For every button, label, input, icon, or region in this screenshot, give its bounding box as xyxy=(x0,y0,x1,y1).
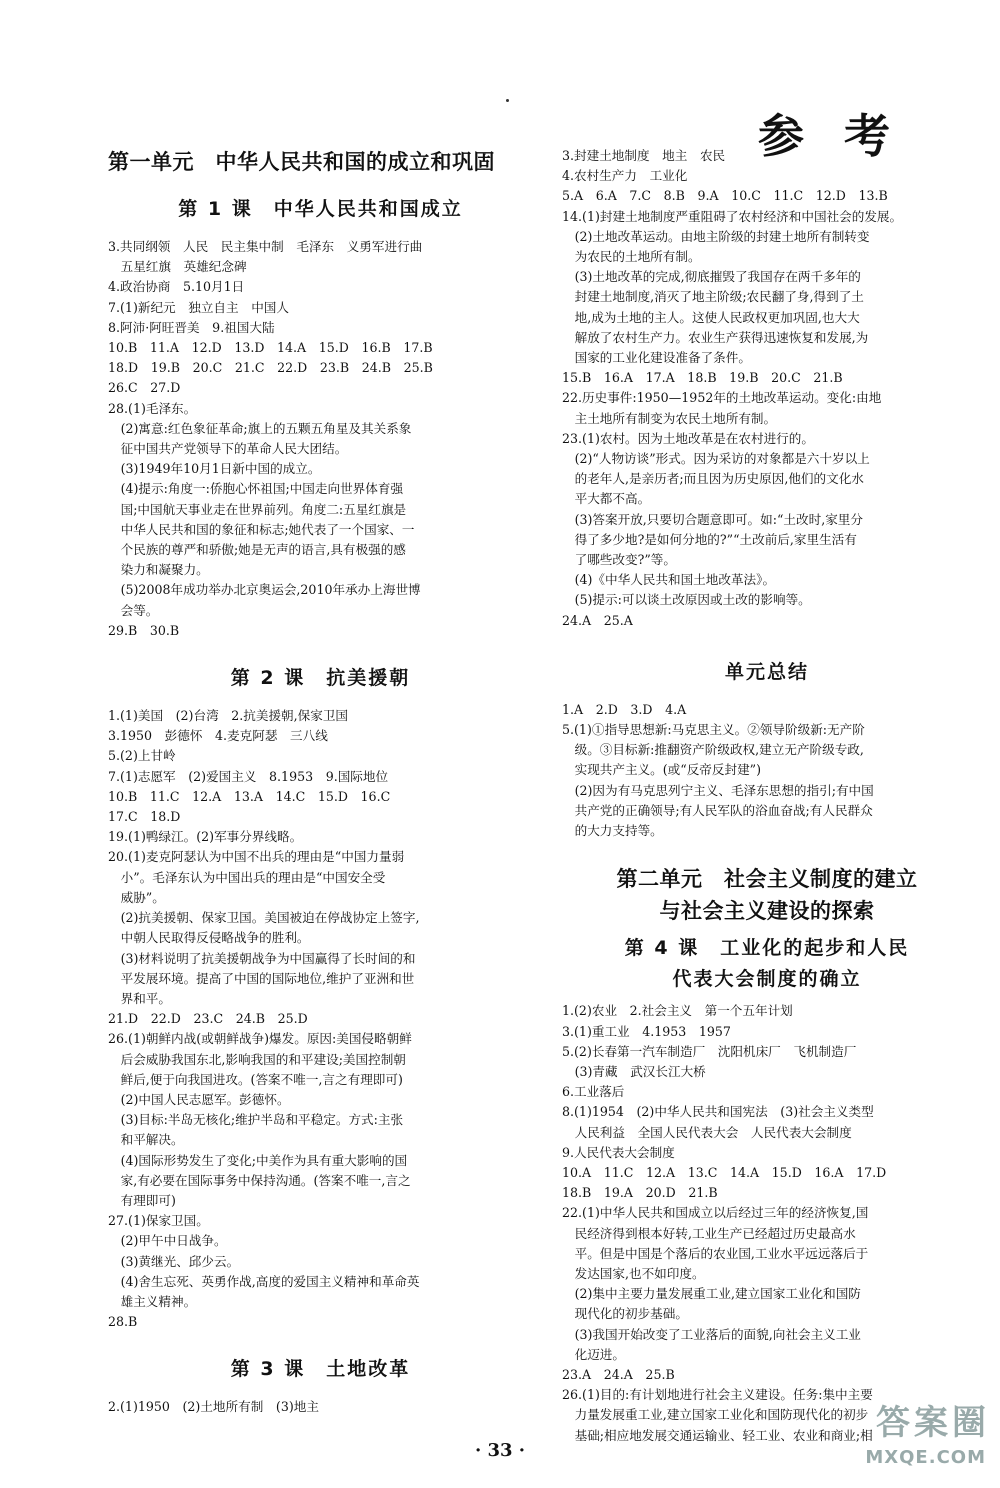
right-column xyxy=(562,146,972,1446)
answer-line: (3)青藏 武汉长江大桥 xyxy=(562,1063,706,1079)
answer-line: 共产党的正确领导;有人民军队的浴血奋战;有人民群众 xyxy=(562,802,873,818)
answer-line: (5)提示:可以谈土改原因或土改的影响等。 xyxy=(562,592,811,608)
answer-line: 14.(1)封建土地制度严重阻碍了农村经济和中国社会的发展。 xyxy=(562,208,903,224)
answer-line: 3.共同纲领 人民 民主集中制 毛泽东 义勇军进行曲 xyxy=(108,239,423,254)
answer-line: 22.(1)中华人民共和国成立以后经过三年的经济恢复,国 xyxy=(562,1205,869,1221)
answer-line: 威胁”。 xyxy=(108,889,165,905)
unit2-title-line1: 第二单元 社会主义制度的建立 xyxy=(616,867,918,892)
answer-line: 地,成为土地的主人。这使人民政权更加巩固,也大大 xyxy=(562,309,860,325)
lesson3-answers xyxy=(108,1397,533,1417)
answer-line: 3.(1)重工业 4.1953 1957 xyxy=(562,1023,731,1039)
answer-line: 5.(2)上甘岭 xyxy=(108,748,176,764)
lesson3-title: 第 3 课 土地改革 xyxy=(230,1358,411,1381)
answer-line: 7.(1)志愿军 (2)爱国主义 8.1953 9.国际地位 xyxy=(108,768,389,784)
answer-line: (2)寓意:红色象征革命;旗上的五颗五角星及其关系象 xyxy=(108,420,412,436)
answer-line: 国;中国航天事业走在世界前列。角度二:五星红旗是 xyxy=(108,501,407,517)
answer-line: 28.B xyxy=(108,1314,138,1330)
lesson4-answers xyxy=(562,1001,972,1445)
answer-line: 7.(1)新纪元 独立自主 中国人 xyxy=(108,299,289,315)
answer-line: (4)国际形势发生了变化;中美作为具有重大影响的国 xyxy=(108,1152,408,1168)
answer-line: 21.D 22.D 23.C 24.B 25.D xyxy=(108,1011,308,1027)
answer-line: 平发展环境。提高了中国的国际地位,维护了亚洲和世 xyxy=(108,970,415,986)
lesson2-title: 第 2 课 抗美援朝 xyxy=(230,667,411,690)
header-title: 参考 xyxy=(758,109,930,163)
lesson1-answers xyxy=(108,237,533,641)
answer-line: 国家的工业化建设准备了条件。 xyxy=(562,350,751,366)
answer-line: (4)《中华人民共和国土地改革法》。 xyxy=(562,572,776,588)
answer-line: 18.D 19.B 20.C 21.C 22.D 23.B 24.B 25.B xyxy=(108,360,433,376)
answer-line: 力量发展重工业,建立国家工业化和国防现代化的初步 xyxy=(562,1407,869,1423)
answer-line: 24.A 25.A xyxy=(562,612,633,628)
answer-line: 1.(1)美国 (2)台湾 2.抗美援朝,保家卫国 xyxy=(108,708,349,724)
answer-line: 化迈进。 xyxy=(562,1346,625,1362)
answer-line: 中华人民共和国的象征和标志;她代表了一个国家、一 xyxy=(108,521,415,537)
answer-line: 和平解决。 xyxy=(108,1132,184,1148)
lesson3-answers-cont xyxy=(562,146,972,631)
answer-line: (3)我国开始改变了工业落后的面貌,向社会主义工业 xyxy=(562,1326,861,1342)
answer-line: 平大都不高。 xyxy=(562,491,651,507)
page-number: · 33 · xyxy=(474,1440,526,1461)
answer-line: 5.(2)长春第一汽车制造厂 沈阳机床厂 飞机制造厂 xyxy=(562,1043,857,1059)
answer-line: 23.A 24.A 25.B xyxy=(562,1366,675,1382)
answer-line: (2)土地改革运动。由地主阶级的封建土地所有制转变 xyxy=(562,228,870,244)
unit-summary-answers xyxy=(562,700,972,841)
answer-line: 28.(1)毛泽东。 xyxy=(108,400,197,416)
answer-line: 1.A 2.D 3.D 4.A xyxy=(562,701,687,717)
answer-line: (5)2008年成功举办北京奥运会,2010年承办上海世博 xyxy=(108,582,421,598)
answer-line: 的老年人,是亲历者;而且因为历史原因,他们的文化水 xyxy=(562,471,864,487)
answer-line: 4.政治协商 5.10月1日 xyxy=(108,279,245,295)
answer-line: 4.农村生产力 工业化 xyxy=(562,168,688,184)
answer-line: 26.(1)朝鲜内战(或朝鲜战争)爆发。原因:美国侵略朝鲜 xyxy=(108,1031,412,1047)
answer-line: 为农民的土地所有制。 xyxy=(562,249,701,265)
answer-line: 家,有必要在国际事务中保持沟通。(答案不唯一,言之 xyxy=(108,1172,411,1188)
answer-line: 平。但是中国是个落后的农业国,工业水平远远落后于 xyxy=(562,1245,869,1261)
answer-line: (3)黄继光、邱少云。 xyxy=(108,1253,240,1269)
answer-line: 26.(1)目的:有计划地进行社会主义建设。任务:集中主要 xyxy=(562,1387,873,1403)
answer-line: 染力和凝聚力。 xyxy=(108,562,209,578)
unit-summary-title: 单元总结 xyxy=(724,660,809,683)
answer-line: 主土地所有制变为农民土地所有制。 xyxy=(562,410,777,426)
answer-line: 2.(1)1950 (2)土地所有制 (3)地主 xyxy=(108,1399,319,1415)
answer-line: 人民利益 全国人民代表大会 人民代表大会制度 xyxy=(562,1124,852,1140)
answer-line: 解放了农村生产力。农业生产获得迅速恢复和发展,为 xyxy=(562,329,869,345)
answer-line: 3.封建土地制度 地主 农民 xyxy=(562,148,726,163)
answer-line: 9.人民代表大会制度 xyxy=(562,1144,675,1160)
answer-line: (4)提示:角度一:侨胞心怀祖国;中国走向世界体育强 xyxy=(108,481,404,497)
answer-line: 10.B 11.C 12.A 13.A 14.C 15.D 16.C xyxy=(108,788,391,804)
answer-line: (2)“人物访谈”形式。因为采访的对象都是六十岁以上 xyxy=(562,451,870,467)
answer-line: 15.B 16.A 17.A 18.B 19.B 20.C 21.B xyxy=(562,370,843,386)
answer-line: 26.C 27.D xyxy=(108,380,181,396)
answer-line: 鲜后,便于向我国进攻。(答案不唯一,言之有理即可) xyxy=(108,1071,403,1087)
answer-line: 界和平。 xyxy=(108,990,171,1006)
answer-line: 10.B 11.A 12.D 13.D 14.A 15.D 16.B 17.B xyxy=(108,340,433,356)
answer-line: 8.阿沛·阿旺晋美 9.祖国大陆 xyxy=(108,319,275,335)
answer-line: 10.A 11.C 12.A 13.C 14.A 15.D 16.A 17.D xyxy=(562,1164,887,1180)
answer-line: 18.B 19.A 20.D 21.B xyxy=(562,1185,718,1201)
answer-line: 五星红旗 英雄纪念碑 xyxy=(108,259,247,275)
answer-line: 了哪些改变?”等。 xyxy=(562,552,676,568)
answer-line: 29.B 30.B xyxy=(108,622,180,638)
lesson4-title-line1: 第 4 课 工业化的起步和人民 xyxy=(624,937,910,960)
answer-line: 后会威胁我国东北,影响我国的和平建设;美国控制朝 xyxy=(108,1051,406,1067)
answer-line: 会等。 xyxy=(108,602,159,618)
answer-line: 3.1950 彭德怀 4.麦克阿瑟 三八线 xyxy=(108,728,328,744)
answer-line: (2)因为有马克思列宁主义、毛泽东思想的指引;有中国 xyxy=(562,782,874,798)
answer-line: 22.历史事件:1950—1952年的土地改革运动。变化:由地 xyxy=(562,390,882,406)
answer-line: 的大力支持等。 xyxy=(562,823,663,839)
answer-line: (2)抗美援朝、保家卫国。美国被迫在停战协定上签字, xyxy=(108,910,420,926)
answer-line: 雄主义精神。 xyxy=(108,1293,197,1309)
answer-line: 个民族的尊严和骄傲;她是无声的语言,具有极强的感 xyxy=(108,542,406,558)
answer-line: 小”。毛泽东认为中国出兵的理由是“中国安全受 xyxy=(108,869,386,885)
unit2-title-line2: 与社会主义建设的探索 xyxy=(659,899,875,924)
answer-line: (3)答案开放,只要切合题意即可。如:“土改时,家里分 xyxy=(562,511,863,527)
answer-line: 征中国共产党领导下的革命人民大团结。 xyxy=(108,441,348,457)
answer-line: (2)中国人民志愿军。彭德怀。 xyxy=(108,1091,290,1107)
answer-line: 级。③目标新:推翻资产阶级政权,建立无产阶级专政, xyxy=(562,742,864,758)
answer-line: 中朝人民取得反侵略战争的胜利。 xyxy=(108,930,310,946)
answer-line: (3)目标:半岛无核化;维护半岛和平稳定。方式:主张 xyxy=(108,1112,404,1128)
answer-line: (3)1949年10月1日新中国的成立。 xyxy=(108,461,321,477)
answer-line: (3)材料说明了抗美援朝战争为中国赢得了长时间的和 xyxy=(108,950,416,966)
answer-line: 17.C 18.D xyxy=(108,809,181,825)
answer-line: (3)土地改革的完成,彻底摧毁了我国存在两千多年的 xyxy=(562,269,861,285)
answer-line: 20.(1)麦克阿瑟认为中国不出兵的理由是“中国力量弱 xyxy=(108,849,405,865)
answer-line: 有理即可) xyxy=(108,1192,176,1208)
unit1-title: 第一单元 中华人民共和国的成立和巩固 xyxy=(108,150,495,174)
answer-line: 27.(1)保家卫国。 xyxy=(108,1213,209,1229)
watermark-logo: 答案圈 xyxy=(876,1403,990,1443)
answer-line: 得了多少地?是如何分地的?”“土改前后,家里生活有 xyxy=(562,531,857,547)
answer-line: 封建土地制度,消灭了地主阶级;农民翻了身,得到了土 xyxy=(562,289,864,305)
answer-line: (4)舍生忘死、英勇作战,高度的爱国主义精神和革命英 xyxy=(108,1273,420,1289)
answer-line: 5.A 6.A 7.C 8.B 9.A 10.C 11.C 12.D 13.B xyxy=(562,188,888,204)
answer-line: 6.工业落后 xyxy=(562,1084,625,1100)
answer-line: 8.(1)1954 (2)中华人民共和国宪法 (3)社会主义类型 xyxy=(562,1104,874,1120)
left-column xyxy=(108,140,533,1418)
answer-line: (2)甲午中日战争。 xyxy=(108,1233,227,1249)
lesson4-title-line2: 代表大会制度的确立 xyxy=(672,968,862,991)
lesson2-answers xyxy=(108,706,533,1332)
watermark-url: MXQE.COM xyxy=(865,1447,986,1468)
answer-line: 23.(1)农村。因为土地改革是在农村进行的。 xyxy=(562,430,814,446)
answer-line: 基础;相应地发展交通运输业、轻工业、农业和商业;相 xyxy=(562,1427,873,1443)
answer-line: 发达国家,也不如印度。 xyxy=(562,1265,705,1281)
answer-line: 实现共产主义。(或“反帝反封建”) xyxy=(562,762,762,778)
lesson1-title: 第 1 课 中华人民共和国成立 xyxy=(178,198,463,220)
answer-line: (2)集中主要力量发展重工业,建立国家工业化和国防 xyxy=(562,1286,861,1302)
answer-line: 5.(1)①指导思想新:马克思主义。②领导阶级新:无产阶 xyxy=(562,722,865,738)
answer-line: 民经济得到根本好转,工业生产已经超过历史最高水 xyxy=(562,1225,856,1241)
answer-line: 1.(2)农业 2.社会主义 第一个五年计划 xyxy=(562,1003,793,1019)
answer-line: 19.(1)鸭绿江。(2)军事分界线略。 xyxy=(108,829,303,845)
stray-dot xyxy=(506,99,509,102)
answer-line: 现代化的初步基础。 xyxy=(562,1306,688,1322)
